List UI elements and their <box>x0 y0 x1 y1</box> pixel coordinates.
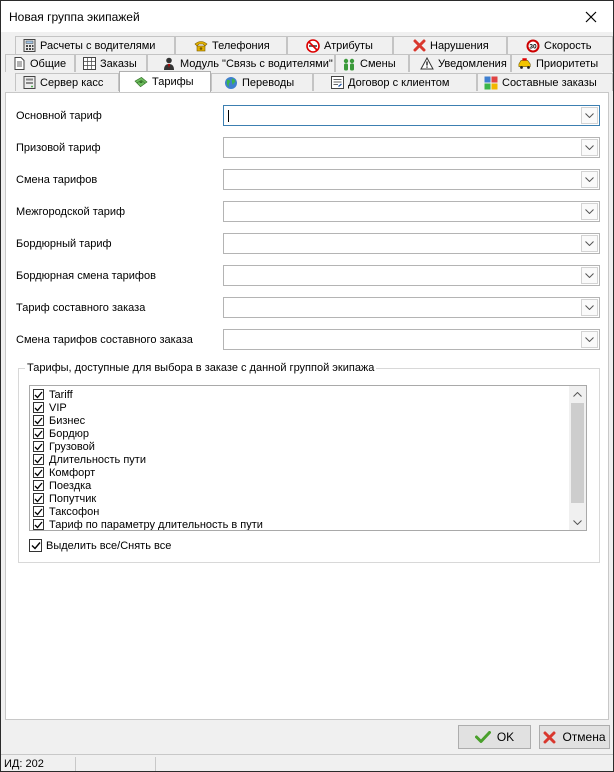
list-item[interactable] <box>33 388 73 401</box>
field-label: Призовой тариф <box>16 142 101 154</box>
tariffs-checklist <box>29 385 587 531</box>
tab-label: Модуль "Связь с водителями" <box>180 57 333 70</box>
item-label: Бордюр <box>49 427 89 440</box>
curb-tariff-combo[interactable] <box>223 233 600 254</box>
chevron-down-icon <box>585 241 594 246</box>
scroll-up-button[interactable] <box>569 386 586 402</box>
tariff-change-combo[interactable] <box>223 169 600 190</box>
dropdown-button[interactable] <box>581 139 598 156</box>
list-item[interactable] <box>33 414 85 427</box>
field-label: Тариф составного заказа <box>16 302 146 314</box>
title-bar <box>1 1 613 32</box>
item-label: Тариф по параметру длительность в пути <box>49 518 263 531</box>
curb-tariff-change-combo[interactable] <box>223 265 600 286</box>
checkbox[interactable] <box>33 467 44 478</box>
field-label: Межгородской тариф <box>16 206 126 218</box>
dropdown-button[interactable] <box>581 331 598 348</box>
dropdown-button[interactable] <box>581 267 598 284</box>
checkmark-icon <box>34 417 43 425</box>
field-label: Смена тарифов составного заказа <box>16 334 193 346</box>
cancel-button[interactable] <box>539 725 610 749</box>
item-label: Бизнес <box>49 414 86 427</box>
checkmark-icon <box>34 456 43 464</box>
tab-priorities[interactable] <box>511 54 613 72</box>
prize-tariff-combo[interactable] <box>223 137 600 158</box>
list-item[interactable] <box>33 518 263 531</box>
chevron-down-icon <box>585 337 594 342</box>
globe-icon <box>224 76 238 90</box>
close-icon <box>585 11 597 23</box>
tab-telephony[interactable] <box>175 36 287 54</box>
item-label: Комфорт <box>49 466 96 479</box>
tab-label: Договор с клиентом <box>348 76 450 89</box>
status-separator <box>75 757 76 771</box>
checkmark-icon <box>34 521 43 529</box>
checkbox[interactable] <box>33 480 44 491</box>
checkbox[interactable] <box>33 506 44 517</box>
tab-label: Сервер касс <box>40 76 104 89</box>
field-intercity-tariff <box>16 201 600 223</box>
tab-label: Смены <box>360 57 396 70</box>
speed-limit-value: 30 <box>529 43 537 50</box>
field-curb-tariff <box>16 233 600 255</box>
money-icon <box>134 75 148 89</box>
select-all-label: Выделить все/Снять все <box>46 539 172 552</box>
checkmark-icon <box>34 430 43 438</box>
item-label: Длительность пути <box>49 453 146 466</box>
available-tariffs-group <box>18 362 600 563</box>
tab-label: Заказы <box>100 57 137 70</box>
field-curb-tariff-change <box>16 265 600 287</box>
list-item[interactable] <box>33 505 99 518</box>
cash-server-icon <box>22 76 36 90</box>
tab-label: Тарифы <box>152 76 194 88</box>
tab-general[interactable] <box>5 54 75 72</box>
item-label: Tariff <box>49 388 73 401</box>
status-separator <box>155 757 156 771</box>
tab-driver-payments[interactable] <box>15 36 175 54</box>
tab-driver-module[interactable] <box>147 54 335 72</box>
field-main-tariff <box>16 105 600 127</box>
tab-label: Скорость <box>544 39 592 52</box>
field-composite-tariff-change <box>16 329 600 351</box>
checkmark-icon <box>31 541 41 550</box>
list-item[interactable] <box>33 479 91 492</box>
contract-icon <box>330 76 344 90</box>
cancel-label: Отмена <box>562 730 606 744</box>
checkmark-icon <box>34 469 43 477</box>
tab-label: Уведомления <box>438 57 507 70</box>
blocks-icon <box>484 76 498 90</box>
checkmark-icon <box>34 508 43 516</box>
close-button[interactable] <box>581 7 601 27</box>
scroll-down-button[interactable] <box>569 514 586 530</box>
chevron-down-icon <box>585 145 594 150</box>
item-label: Попутчик <box>49 492 97 505</box>
ok-label: OK <box>496 730 515 744</box>
checkmark-icon <box>34 482 43 490</box>
list-scrollbar[interactable] <box>569 386 586 530</box>
chevron-down-icon <box>585 177 594 182</box>
field-label: Бордюрная смена тарифов <box>16 270 156 282</box>
tab-label: Переводы <box>242 76 295 89</box>
calculator-icon <box>22 39 36 53</box>
people-icon <box>342 57 356 71</box>
window-title: Новая группа экипажей <box>9 10 140 24</box>
checkmark-icon <box>34 404 43 412</box>
intercity-tariff-combo[interactable] <box>223 201 600 222</box>
dropdown-button[interactable] <box>581 171 598 188</box>
green-check-icon <box>475 731 491 743</box>
tab-attributes[interactable] <box>287 36 393 54</box>
checkmark-icon <box>34 391 43 399</box>
group-legend: Тарифы, доступные для выбора в заказе с данной группой экипажа <box>27 362 375 374</box>
checkmark-icon <box>34 443 43 451</box>
item-label: Грузовой <box>49 440 95 453</box>
driver-icon <box>162 57 176 71</box>
tab-label: Составные заказы <box>502 76 597 89</box>
chevron-down-icon <box>585 209 594 214</box>
list-item[interactable] <box>33 453 146 466</box>
item-label: VIP <box>49 401 67 414</box>
dropdown-button[interactable] <box>581 299 598 316</box>
list-item[interactable] <box>33 492 96 505</box>
telephone-icon <box>194 39 208 53</box>
checkbox[interactable] <box>33 428 44 439</box>
chevron-down-icon <box>585 305 594 310</box>
tab-notifications[interactable] <box>409 54 511 72</box>
checkbox[interactable] <box>33 402 44 413</box>
tab-cash-server[interactable] <box>15 73 119 91</box>
checkbox[interactable] <box>33 493 44 504</box>
dropdown-button[interactable] <box>581 235 598 252</box>
chevron-down-icon <box>585 273 594 278</box>
status-id-text: ИД: 202 <box>4 757 44 770</box>
tab-label: Расчеты с водителями <box>40 39 156 52</box>
tab-label: Общие <box>30 57 67 70</box>
select-all-checkbox-row[interactable] <box>29 539 171 552</box>
checkbox[interactable] <box>33 389 44 400</box>
chevron-down-icon <box>573 520 582 525</box>
chevron-up-icon <box>573 392 582 397</box>
checkbox[interactable] <box>33 415 44 426</box>
composite-tariff-change-combo[interactable] <box>223 329 600 350</box>
checkbox[interactable] <box>33 441 44 452</box>
red-x-icon <box>543 731 556 744</box>
tab-orders[interactable] <box>75 54 147 72</box>
list-item[interactable] <box>33 427 89 440</box>
checkbox[interactable] <box>33 519 44 530</box>
field-tariff-change <box>16 169 600 191</box>
tab-transfers[interactable] <box>211 73 313 91</box>
dropdown-button[interactable] <box>581 203 598 220</box>
tab-label: Приоритеты <box>536 57 599 70</box>
field-prize-tariff <box>16 137 600 159</box>
tab-speed[interactable] <box>507 36 613 54</box>
status-bar <box>1 754 613 771</box>
text-caret <box>228 110 229 122</box>
field-label: Основной тариф <box>16 110 102 122</box>
tab-label: Телефония <box>212 39 270 52</box>
chevron-down-icon <box>585 113 594 118</box>
list-item[interactable] <box>33 466 95 479</box>
tab-row-1 <box>1 36 613 54</box>
field-label: Смена тарифов <box>16 174 98 186</box>
tab-client-contract[interactable] <box>313 73 477 91</box>
tab-violations[interactable] <box>393 36 507 54</box>
tab-label: Атрибуты <box>324 39 373 52</box>
tab-shifts[interactable] <box>335 54 409 72</box>
tab-row-3 <box>1 73 613 91</box>
item-label: Поездка <box>49 479 92 492</box>
tab-row-2 <box>1 54 613 72</box>
document-icon <box>12 57 26 71</box>
red-x-icon <box>412 39 426 53</box>
main-tariff-combo[interactable] <box>223 105 600 126</box>
grid-icon <box>82 57 96 71</box>
checkbox[interactable] <box>33 454 44 465</box>
dropdown-button[interactable] <box>581 107 598 124</box>
tab-composite-orders[interactable] <box>477 73 613 91</box>
tab-tariffs[interactable] <box>119 71 211 92</box>
warning-icon <box>420 57 434 71</box>
composite-tariff-combo[interactable] <box>223 297 600 318</box>
select-all-checkbox[interactable] <box>29 539 42 552</box>
no-smoking-icon <box>306 39 320 53</box>
item-label: Таксофон <box>49 505 100 518</box>
speed-limit-icon <box>526 39 540 53</box>
tab-label: Нарушения <box>430 39 489 52</box>
field-label: Бордюрный тариф <box>16 238 112 250</box>
tariffs-panel <box>5 92 609 720</box>
list-item[interactable] <box>33 401 67 414</box>
list-item[interactable] <box>33 440 95 453</box>
scroll-thumb[interactable] <box>571 403 584 503</box>
ok-button[interactable] <box>458 725 531 749</box>
checkmark-icon <box>34 495 43 503</box>
taxi-icon <box>518 57 532 71</box>
field-composite-tariff <box>16 297 600 319</box>
status-id-cell <box>1 755 44 772</box>
